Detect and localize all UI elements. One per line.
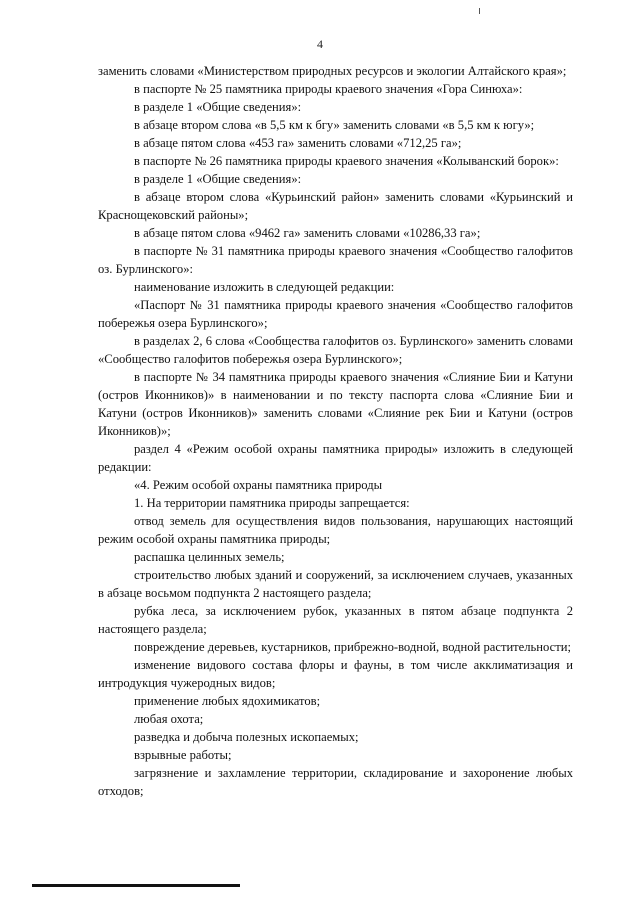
document-body <box>98 62 573 800</box>
paragraph: наименование изложить в следующей редакции: <box>134 280 395 294</box>
paragraph: разведка и добыча полезных ископаемых; <box>134 730 359 744</box>
paragraph: применение любых ядохимикатов; <box>134 694 321 708</box>
paragraph: в абзаце пятом слова «453 га» заменить словами «712,25 га»; <box>134 136 462 150</box>
paragraph: раздел 4 «Режим особой охраны памятника природы» изложить в следующей редакции: <box>98 442 573 474</box>
scan-tick-mark <box>479 8 480 14</box>
paragraph: любая охота; <box>134 712 204 726</box>
paragraph: в паспорте № 26 памятника природы краевого значения «Колыванский борок»: <box>134 154 559 168</box>
paragraph: отвод земель для осуществления видов пользования, нарушающих настоящий режим особой охраны памятника природы; <box>98 514 573 546</box>
paragraph: заменить словами «Министерством природных ресурсов и экологии Алтайского края»; <box>98 64 567 78</box>
paragraph: в разделах 2, 6 слова «Сообщества галофитов оз. Бурлинского» заменить словами «Сообщество галофитов побережья озера Бурлинского»; <box>98 334 573 366</box>
paragraph: в абзаце втором слова «в 5,5 км к бгу» заменить словами «в 5,5 км к югу»; <box>134 118 535 132</box>
paragraph: в разделе 1 «Общие сведения»: <box>134 172 302 186</box>
paragraph: изменение видового состава флоры и фауны, в том числе акклиматизация и интродукция чужеродных видов; <box>98 658 573 690</box>
paragraph: «4. Режим особой охраны памятника природы <box>134 478 383 492</box>
paragraph: «Паспорт № 31 памятника природы краевого значения «Сообщество галофитов побережья озера Бурлинского»; <box>98 298 573 330</box>
paragraph: в паспорте № 34 памятника природы краевого значения «Слияние Бии и Катуни (остров Иконников)» в наименовании и по тексту паспорта слова «Слияние Бии и Катуни (остров Иконников)» заменить словами «Слияние рек Бии и Катуни (остров Иконников)»; <box>98 370 573 438</box>
paragraph: в абзаце пятом слова «9462 га» заменить словами «10286,33 га»; <box>134 226 481 240</box>
bottom-rule <box>32 884 240 887</box>
paragraph: рубка леса, за исключением рубок, указанных в пятом абзаце подпункта 2 настоящего раздела; <box>98 604 573 636</box>
paragraph: в абзаце втором слова «Курьинский район» заменить словами «Курьинский и Краснощековский районы»; <box>98 190 573 222</box>
page-number: 4 <box>317 37 323 51</box>
paragraph: строительство любых зданий и сооружений, за исключением случаев, указанных в абзаце восьмом подпункта 2 настоящего раздела; <box>98 568 573 600</box>
paragraph: повреждение деревьев, кустарников, прибрежно-водной, водной растительности; <box>134 640 571 654</box>
paragraph: в паспорте № 31 памятника природы краевого значения «Сообщество галофитов оз. Бурлинского»: <box>98 244 573 276</box>
paragraph: 1. На территории памятника природы запрещается: <box>134 496 410 510</box>
paragraph: распашка целинных земель; <box>134 550 285 564</box>
paragraph: в разделе 1 «Общие сведения»: <box>134 100 302 114</box>
paragraph: взрывные работы; <box>134 748 232 762</box>
paragraph: в паспорте № 25 памятника природы краевого значения «Гора Синюха»: <box>134 82 523 96</box>
paragraph: загрязнение и захламление территории, складирование и захоронение любых отходов; <box>98 766 573 798</box>
